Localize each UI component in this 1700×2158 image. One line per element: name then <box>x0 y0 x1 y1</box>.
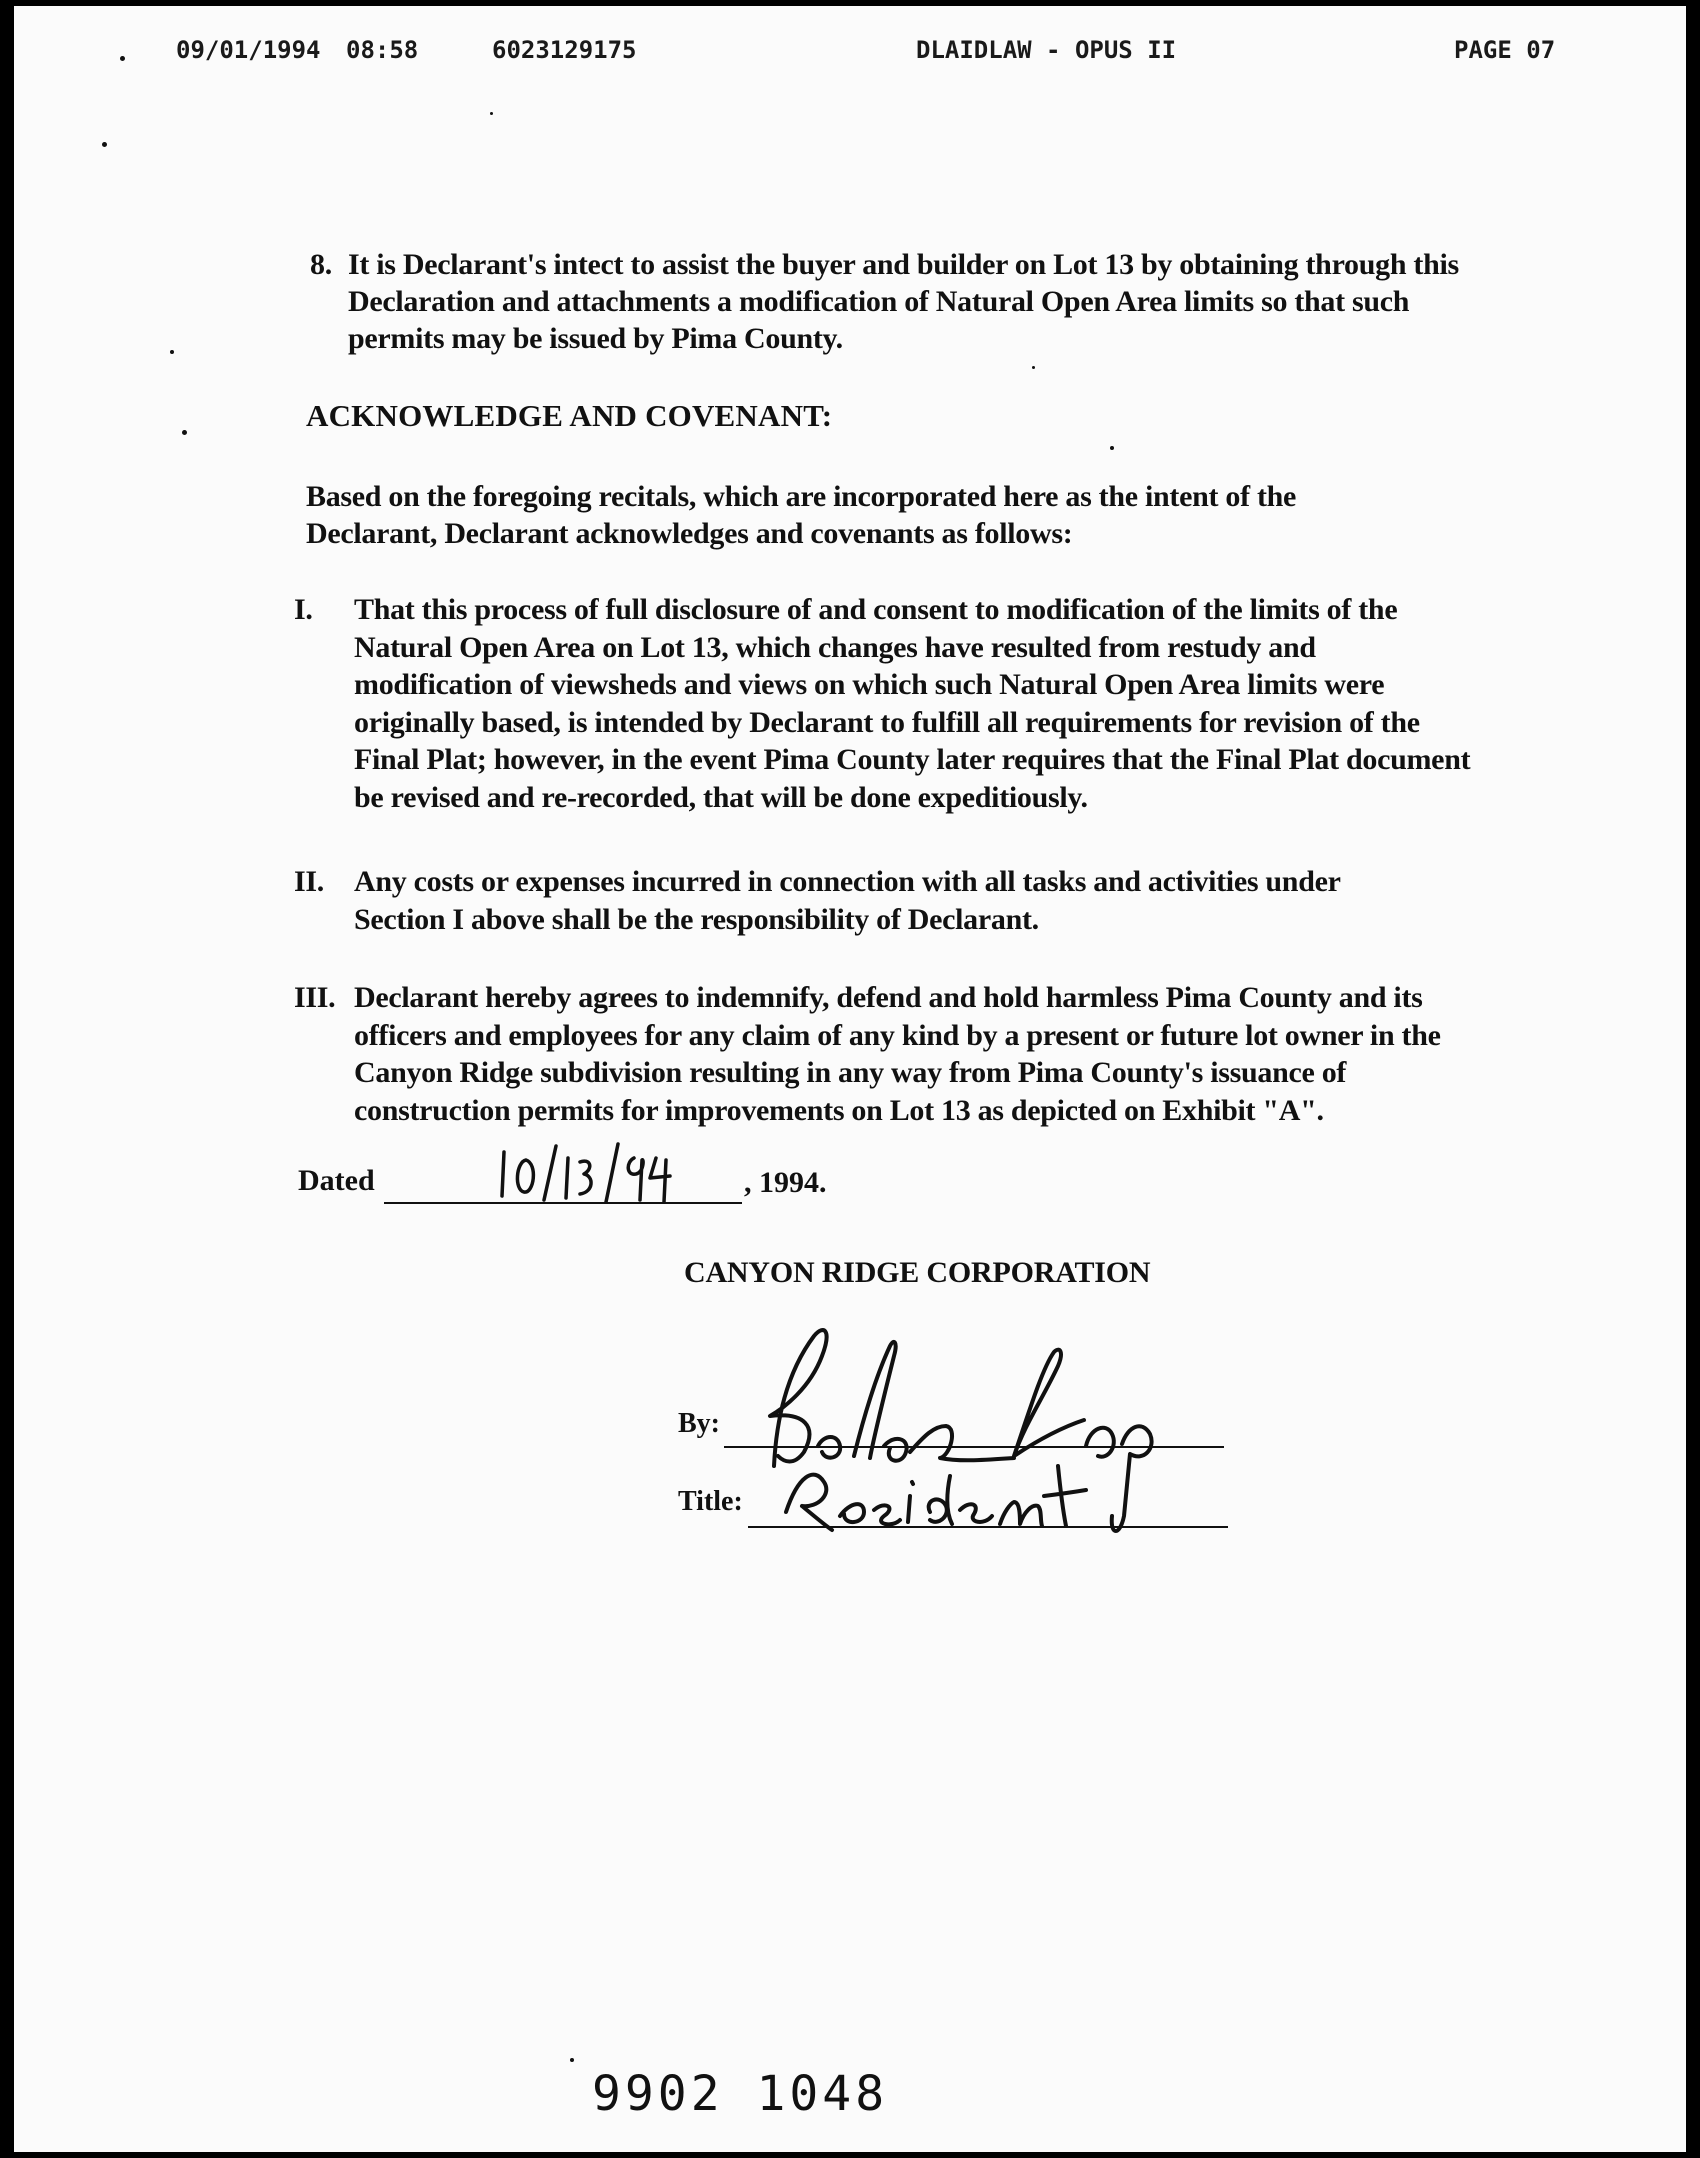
clause-number: II. <box>294 865 324 898</box>
fax-header <box>14 6 1686 86</box>
clause-iii <box>294 979 1474 1129</box>
document-number: 9902 1048 <box>592 2066 889 2122</box>
fax-sender: DLAIDLAW - OPUS II <box>916 36 1177 64</box>
title-row <box>678 1486 1238 1536</box>
signed-by-row <box>678 1408 1238 1458</box>
clause-text: Any costs or expenses incurred in connection with all tasks and activities under Section I above shall be the responsibility of Declarant. <box>354 865 1341 936</box>
fax-page-number: PAGE 07 <box>1454 36 1556 64</box>
intro-paragraph: Based on the foregoing recitals, which are incorporated here as the intent of the Declarant, Declarant acknowledges and covenants as follows: <box>306 480 1297 550</box>
dated-year: , 1994. <box>744 1166 827 1199</box>
clause-i <box>294 591 1474 816</box>
fax-speck <box>490 112 493 115</box>
dated-label: Dated <box>298 1164 375 1197</box>
fax-speck <box>1110 446 1114 450</box>
title-signature-line <box>748 1526 1228 1528</box>
recital-text: It is Declarant's intect to assist the buyer and builder on Lot 13 by obtaining through this Declaration and attachments a modification of Natural Open Area limits so that such permits may be issued by Pima County. <box>348 248 1459 355</box>
fax-speck <box>120 56 125 61</box>
clause-text: That this process of full disclosure of and consent to modification of the limits of the Natural Open Area on Lot 13, which changes have resulted from restudy and modification of viewsheds and views on which such Natural Open Area limits were originally based, is intended by Declarant to fulfill all requirements for revision of the Final Plat; however, in the event Pima County later requires that the Final Plat document be revised and re-recorded, that will be done expeditiously. <box>354 593 1471 814</box>
clause-text: Declarant hereby agrees to indemnify, defend and hold harmless Pima County and its officers and employees for any claim of any kind by a present or future lot owner in the Canyon Ridge subdivision resulting in any way from Pima County's issuance of construction permits for improvements on Lot 13 as depicted on Exhibit "A". <box>354 981 1441 1127</box>
fax-speck <box>102 142 107 147</box>
handwritten-date <box>494 1138 684 1208</box>
fax-phone: 6023129175 <box>492 36 637 64</box>
recital-item-8 <box>310 246 1470 357</box>
fax-speck <box>1032 366 1035 369</box>
fax-date: 09/01/1994 <box>176 36 321 64</box>
by-label: By: <box>678 1408 720 1439</box>
corporation-name: CANYON RIDGE CORPORATION <box>684 1256 1151 1289</box>
clause-number: III. <box>294 981 336 1014</box>
fax-speck <box>570 2058 574 2062</box>
recital-number: 8. <box>310 248 332 281</box>
dated-line <box>298 1164 858 1210</box>
fax-speck <box>170 350 174 354</box>
fax-speck <box>182 430 187 435</box>
clause-number: I. <box>294 593 313 626</box>
clause-ii <box>294 863 1414 938</box>
by-signature-line <box>724 1446 1224 1448</box>
fax-time: 08:58 <box>346 36 419 64</box>
section-heading: ACKNOWLEDGE AND COVENANT: <box>306 398 833 433</box>
document-page <box>14 6 1686 2152</box>
title-label: Title: <box>678 1486 743 1517</box>
